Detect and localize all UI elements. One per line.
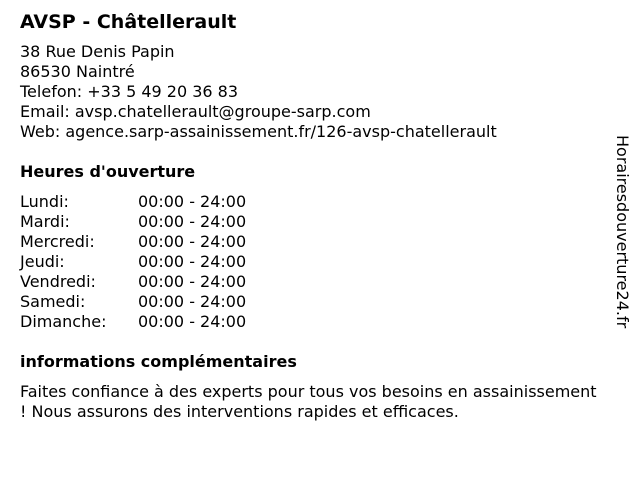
email-line: Email: avsp.chatellerault@groupe-sarp.com	[20, 102, 371, 121]
hours-row-tuesday	[20, 212, 246, 232]
time-range: 00:00 - 24:00	[138, 312, 247, 331]
hours-row-monday	[20, 192, 246, 212]
day-label: Jeudi:	[20, 252, 65, 271]
day-label: Vendredi:	[20, 272, 96, 291]
time-range: 00:00 - 24:00	[138, 292, 247, 311]
site-brand-vertical: Horairesdouverture24.fr	[613, 135, 632, 329]
business-name: AVSP - Châtellerault	[20, 11, 237, 33]
hours-row-sunday	[20, 312, 246, 332]
day-label: Samedi:	[20, 292, 86, 311]
web-line: Web: agence.sarp-assainissement.fr/126-avsp-chatellerault	[20, 122, 497, 141]
business-card	[20, 10, 610, 422]
day-label: Mercredi:	[20, 232, 95, 251]
hours-row-friday	[20, 272, 246, 292]
address-line-1: 38 Rue Denis Papin	[20, 42, 175, 61]
time-range: 00:00 - 24:00	[138, 212, 247, 231]
hours-heading: Heures d'ouverture	[20, 162, 196, 181]
hours-row-thursday	[20, 252, 246, 272]
address-line-2: 86530 Naintré	[20, 62, 135, 81]
opening-hours-table	[20, 192, 246, 332]
day-label: Lundi:	[20, 192, 69, 211]
time-range: 00:00 - 24:00	[138, 232, 247, 251]
hours-row-saturday	[20, 292, 246, 312]
info-heading: informations complémentaires	[20, 352, 297, 371]
day-label: Mardi:	[20, 212, 70, 231]
info-text: Faites confiance à des experts pour tous vos besoins en assainissement ! Nous assurons des interventions rapides et efficaces.	[20, 382, 597, 421]
hours-row-wednesday	[20, 232, 246, 252]
time-range: 00:00 - 24:00	[138, 272, 247, 291]
time-range: 00:00 - 24:00	[138, 252, 247, 271]
time-range: 00:00 - 24:00	[138, 192, 247, 211]
phone-line: Telefon: +33 5 49 20 36 83	[20, 82, 239, 101]
day-label: Dimanche:	[20, 312, 107, 331]
